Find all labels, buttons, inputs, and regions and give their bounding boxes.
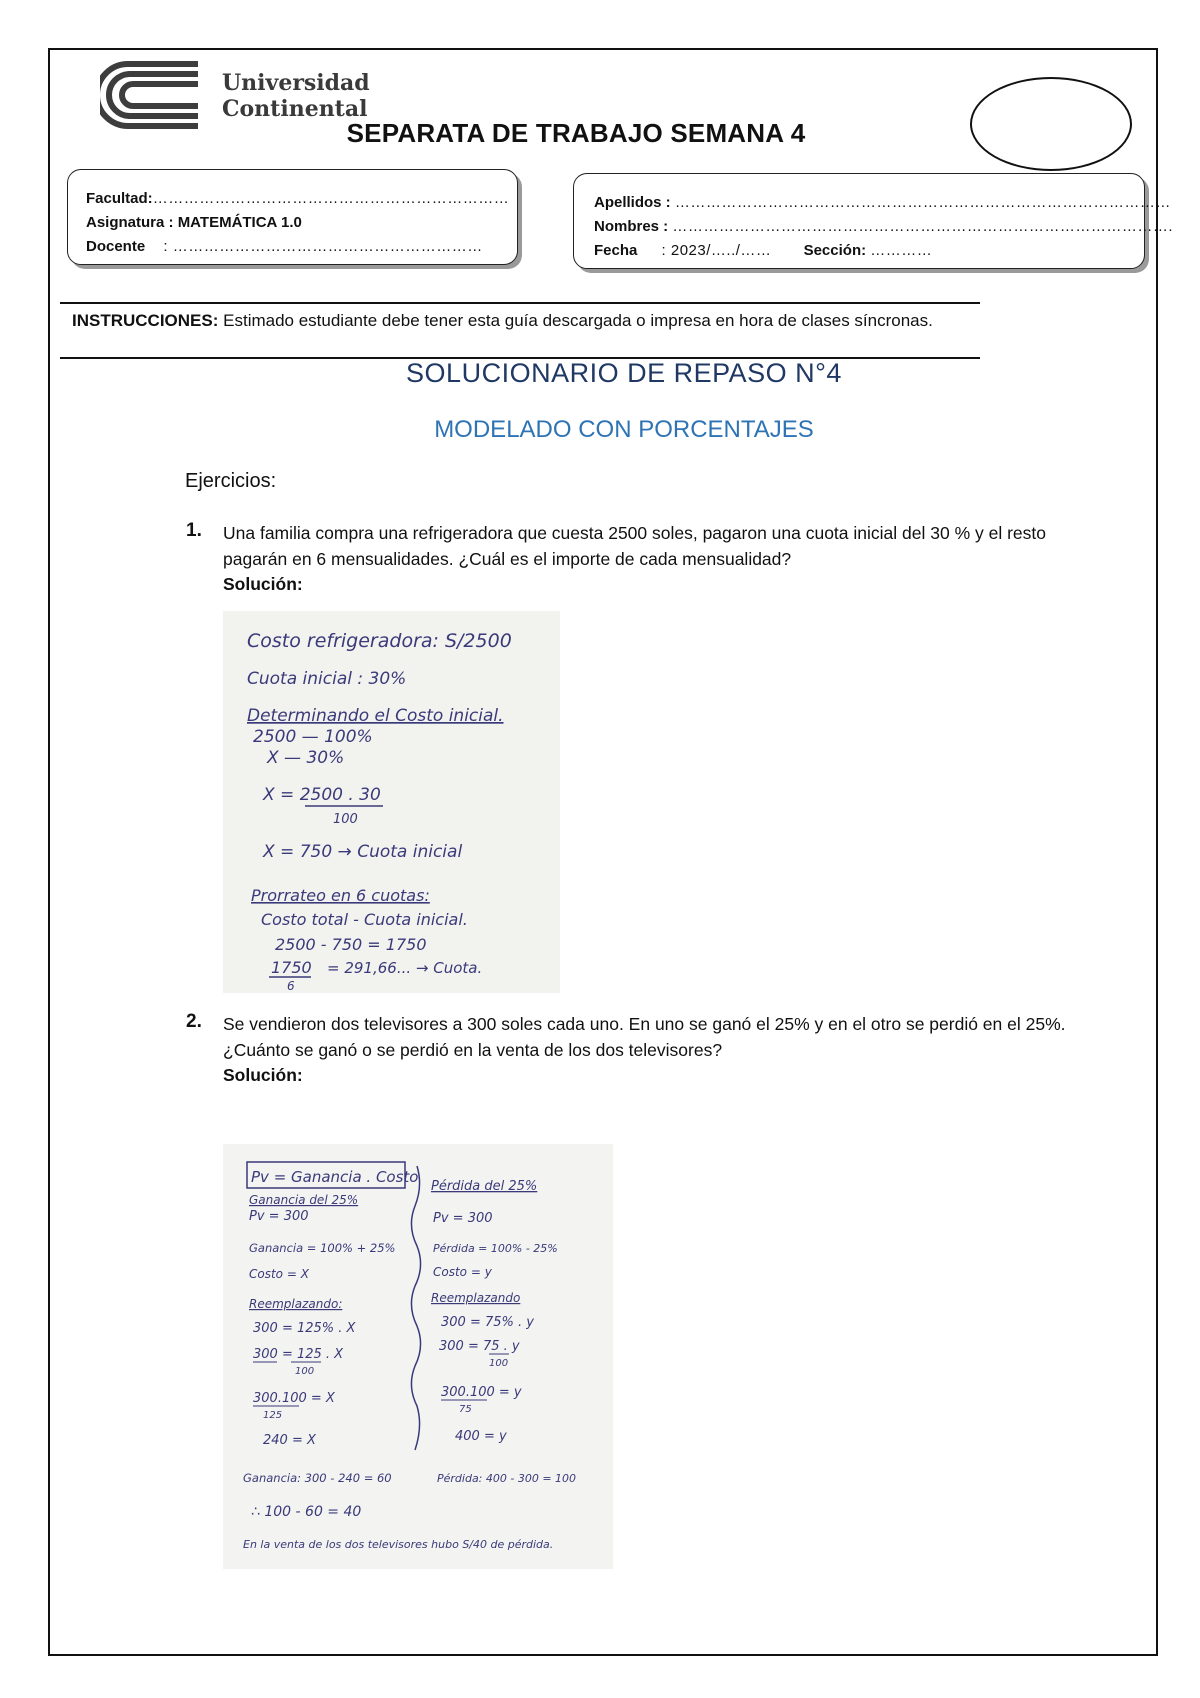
fecha-label: Fecha	[594, 242, 638, 259]
section-title	[0, 416, 1200, 444]
apellidos-label: Apellidos :	[594, 194, 671, 211]
hw2-line-13: Pv = 300	[433, 1211, 493, 1226]
nombres-label: Nombres :	[594, 218, 669, 235]
exercise-2-number: 2.	[186, 1011, 202, 1032]
hw1-line-6: 100	[333, 812, 358, 827]
hw1-line-3: 2500 — 100%	[253, 727, 373, 747]
hw2-line-10: 125	[263, 1410, 283, 1421]
page-title-text: SEPARATA DE TRABAJO SEMANA 4	[346, 118, 806, 148]
hw2-line-18: 300 = 75 . y	[439, 1339, 520, 1354]
hw2-line-12: Pérdida del 25%	[431, 1179, 538, 1194]
asignatura-field	[86, 214, 302, 231]
hw2-line-5: Reemplazando:	[249, 1297, 343, 1311]
asignatura-label: Asignatura :	[86, 214, 174, 231]
hw1-line-4: X — 30%	[267, 748, 345, 768]
hw2-line-8: 100	[295, 1366, 315, 1377]
hw1-line-12: 6	[287, 979, 295, 993]
facultad-label: Facultad:	[86, 190, 153, 207]
hw2-line-7: 300 = 125 . X	[253, 1347, 344, 1362]
asignatura-value: MATEMÁTICA 1.0	[177, 214, 302, 231]
exercise-2-text: Se vendieron dos televisores a 300 soles cada uno. En uno se ganó el 25% y en el otro se perdió en el 25%. ¿Cuánto se ganó o se perdió en la venta de los dos televisores?	[223, 1014, 1066, 1060]
facultad-field	[86, 190, 509, 207]
instructions-label: INSTRUCCIONES:	[72, 311, 219, 330]
exercise-1-text: Una familia compra una refrigeradora que cuesta 2500 soles, pagaron una cuota inicial del 30 % y el resto pagarán en 6 mensualidades. ¿Cuál es el importe de cada mensualidad?	[223, 523, 1046, 569]
hw1-line-11: 1750	[271, 958, 312, 977]
student-info-box	[573, 173, 1174, 269]
hw2-line-21: 75	[459, 1404, 472, 1415]
hw2-line-25: ∴ 100 - 60 = 40	[251, 1504, 362, 1520]
page-title	[0, 118, 1200, 149]
hw1-line-10: 2500 - 750 = 1750	[275, 935, 427, 954]
fecha-field	[594, 242, 932, 259]
hw2-line-26: En la venta de los dos televisores hubo S/40 de pérdida.	[243, 1538, 554, 1551]
hw1-line-0: Costo refrigeradora: S/2500	[247, 630, 512, 652]
seccion-label: Sección:	[803, 242, 867, 259]
university-name	[222, 70, 370, 122]
hw2-line-24: Pérdida: 400 - 300 = 100	[437, 1472, 577, 1485]
exercise-2-handwriting	[223, 1144, 613, 1569]
university-line-1: Universidad	[222, 70, 370, 96]
exercise-1-number: 1.	[186, 520, 202, 541]
hw1-line-5: X = 2500 . 30	[263, 785, 381, 805]
hw2-line-6: 300 = 125% . X	[253, 1321, 356, 1336]
hw2-line-19: 100	[489, 1358, 509, 1369]
hw2-line-20: 300.100 = y	[441, 1385, 522, 1400]
docente-value[interactable]: : ……………………………………………………	[163, 238, 483, 255]
ejercicios-heading: Ejercicios:	[185, 470, 277, 492]
instructions	[72, 308, 992, 334]
instructions-top-rule	[60, 302, 980, 304]
hw1-line-13: = 291,66... → Cuota.	[327, 959, 483, 977]
course-info-box	[67, 169, 518, 265]
exercise-2-solution-label: Solución:	[223, 1065, 303, 1085]
hw2-line-9: 300.100 = X	[253, 1391, 335, 1406]
hw2-line-14: Pérdida = 100% - 25%	[433, 1242, 558, 1255]
hw2-line-22: 400 = y	[455, 1429, 507, 1444]
exercise-2-solution-photo	[223, 1144, 613, 1569]
hw2-line-17: 300 = 75% . y	[441, 1315, 534, 1330]
apellidos-field	[594, 194, 1171, 211]
nombres-value[interactable]: …………………………………………………………………………………….	[672, 218, 1174, 235]
hw2-line-1: Ganancia del 25%	[249, 1193, 359, 1207]
hw1-line-9: Costo total - Cuota inicial.	[261, 910, 468, 929]
hw1-line-8: Prorrateo en 6 cuotas:	[251, 886, 430, 905]
exercise-1-solution-photo	[223, 611, 560, 993]
docente-field	[86, 238, 483, 255]
hw2-line-15: Costo = y	[433, 1265, 492, 1279]
hw2-line-2: Pv = 300	[249, 1209, 309, 1224]
facultad-value[interactable]: ……………………………………………………………	[152, 190, 510, 207]
hw2-line-0: Pv = Ganancia . Costo	[251, 1168, 419, 1186]
nombres-field	[594, 218, 1173, 235]
hw2-line-11: 240 = X	[263, 1433, 316, 1448]
university-line-2: Continental	[222, 96, 368, 122]
section-title-text: MODELADO CON PORCENTAJES	[434, 416, 814, 443]
hw1-line-1: Cuota inicial : 30%	[247, 669, 407, 689]
exercise-1-solution-label: Solución:	[223, 574, 303, 594]
seccion-value[interactable]: …………	[870, 242, 933, 259]
fecha-value[interactable]: : 2023/…../……	[661, 242, 772, 259]
hw2-line-4: Costo = X	[249, 1267, 309, 1281]
hw1-line-2: Determinando el Costo inicial.	[247, 706, 504, 726]
hw1-line-7: X = 750 → Cuota inicial	[263, 842, 463, 862]
apellidos-value[interactable]: ……………………………………………………………………………………	[674, 194, 1171, 211]
instructions-text: Estimado estudiante debe tener esta guía descargada o impresa en hora de clases síncronas.	[218, 311, 933, 330]
hw2-line-16: Reemplazando	[431, 1291, 521, 1305]
solucionario-title-text: SOLUCIONARIO DE REPASO N°4	[406, 358, 842, 388]
solucionario-title	[0, 358, 1200, 389]
exercise-1-handwriting	[223, 611, 560, 993]
docente-label: Docente	[86, 238, 146, 255]
hw2-line-3: Ganancia = 100% + 25%	[249, 1241, 396, 1255]
hw2-line-23: Ganancia: 300 - 240 = 60	[243, 1471, 392, 1485]
